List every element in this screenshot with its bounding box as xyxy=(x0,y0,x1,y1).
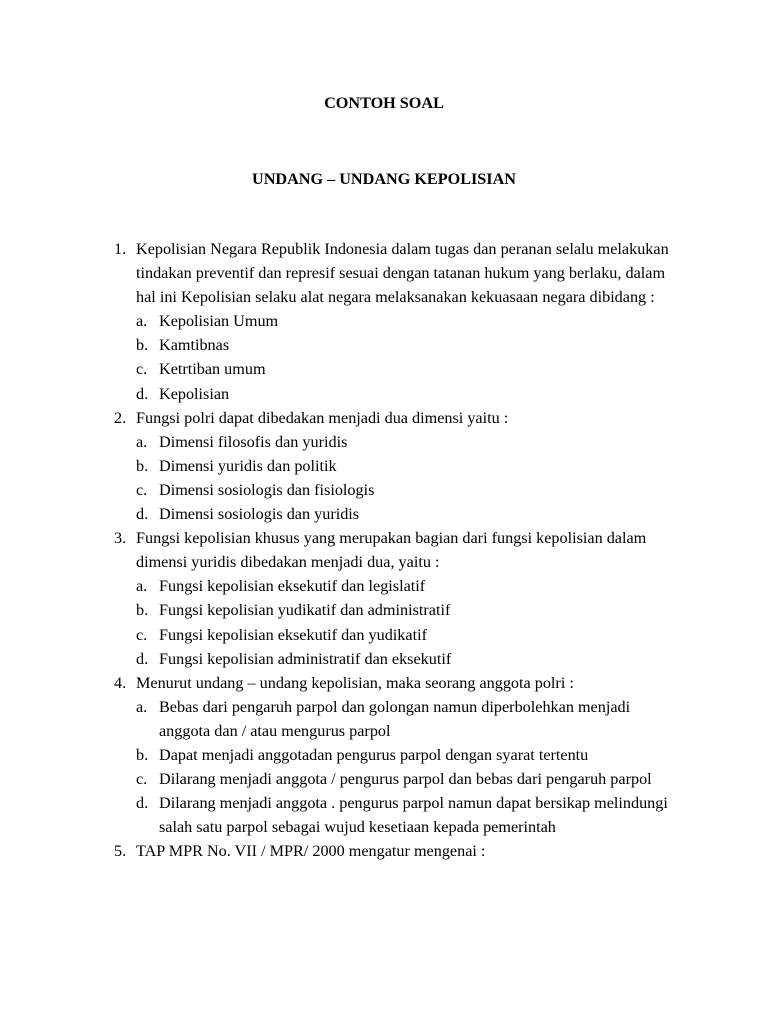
option-letter: d. xyxy=(136,384,149,403)
document-subtitle: UNDANG – UNDANG KEPOLISIAN xyxy=(252,170,516,188)
document-title: CONTOH SOAL xyxy=(324,94,444,112)
question-3 xyxy=(0,526,684,671)
option-letter: a. xyxy=(136,697,148,716)
option-text: Fungsi kepolisian eksekutif dan legislatif xyxy=(159,577,426,596)
option-a xyxy=(136,574,684,598)
option-c xyxy=(136,357,684,381)
option-letter: d. xyxy=(136,649,149,668)
option-text: Bebas dari pengaruh parpol dan golongan namun diperbolehkan menjadi anggota dan / atau mengurus parpol xyxy=(159,697,631,740)
option-text: Dimensi filosofis dan yuridis xyxy=(159,432,348,451)
option-text: Dapat menjadi anggotadan pengurus parpol dengan syarat tertentu xyxy=(159,745,589,764)
question-text: Menurut undang – undang kepolisian, maka seorang anggota polri : xyxy=(136,673,574,692)
option-letter: d. xyxy=(136,505,149,524)
option-c xyxy=(136,623,684,647)
question-number: 3. xyxy=(114,529,127,548)
question-5 xyxy=(0,839,684,863)
option-text: Dimensi sosiologis dan yuridis xyxy=(159,505,360,524)
option-d xyxy=(136,791,684,839)
option-a xyxy=(136,430,684,454)
question-number: 5. xyxy=(114,842,127,861)
question-4 xyxy=(0,671,684,840)
option-d xyxy=(136,647,684,671)
option-list xyxy=(136,430,684,526)
option-letter: b. xyxy=(136,456,149,475)
option-text: Dimensi yuridis dan politik xyxy=(159,456,337,475)
option-list xyxy=(136,574,684,670)
question-text: Kepolisian Negara Republik Indonesia dalam tugas dan peranan selalu melakukan tindakan preventif dan represif sesuai dengan tatanan hukum yang berlaku, dalam hal ini Kepolisian selaku alat negara melaksanakan kekuasaan negara dibidang : xyxy=(136,240,669,307)
option-letter: c. xyxy=(136,360,148,379)
question-1 xyxy=(0,237,684,406)
option-text: Dilarang menjadi anggota . pengurus parpol namun dapat bersikap melindungi salah satu parpol sebagai wujud kesetiaan kepada pemerintah xyxy=(159,794,668,837)
option-text: Ketrtiban umum xyxy=(159,360,266,379)
question-text: Fungsi kepolisian khusus yang merupakan bagian dari fungsi kepolisian dalam dimensi yuridis dibedakan menjadi dua, yaitu : xyxy=(136,529,647,572)
option-b xyxy=(136,454,684,478)
option-letter: a. xyxy=(136,432,148,451)
question-text: Fungsi polri dapat dibedakan menjadi dua dimensi yaitu : xyxy=(136,408,509,427)
question-number: 2. xyxy=(114,408,127,427)
option-text: Dilarang menjadi anggota / pengurus parpol dan bebas dari pengaruh parpol xyxy=(159,770,652,789)
option-text: Fungsi kepolisian administratif dan eksekutif xyxy=(159,649,452,668)
option-text: Kepolisian xyxy=(159,384,230,403)
option-letter: c. xyxy=(136,480,148,499)
option-b xyxy=(136,333,684,357)
option-text: Fungsi kepolisian yudikatif dan administratif xyxy=(159,601,451,620)
option-text: Kamtibnas xyxy=(159,336,230,355)
option-letter: c. xyxy=(136,625,148,644)
option-letter: a. xyxy=(136,312,148,331)
option-text: Fungsi kepolisian eksekutif dan yudikatif xyxy=(159,625,427,644)
question-2 xyxy=(0,406,684,526)
option-d xyxy=(136,502,684,526)
option-letter: c. xyxy=(136,770,148,789)
option-list xyxy=(136,309,684,405)
option-letter: d. xyxy=(136,794,149,813)
option-text: Dimensi sosiologis dan fisiologis xyxy=(159,480,375,499)
question-number: 4. xyxy=(114,673,127,692)
option-c xyxy=(136,767,684,791)
option-d xyxy=(136,382,684,406)
option-c xyxy=(136,478,684,502)
option-text: Kepolisian Umum xyxy=(159,312,279,331)
question-list xyxy=(0,237,768,863)
option-letter: b. xyxy=(136,745,149,764)
question-number: 1. xyxy=(114,240,127,258)
option-b xyxy=(136,743,684,767)
option-a xyxy=(136,695,684,743)
option-b xyxy=(136,598,684,622)
option-list xyxy=(136,695,684,840)
option-letter: a. xyxy=(136,577,148,596)
option-letter: b. xyxy=(136,336,149,355)
option-letter: b. xyxy=(136,601,149,620)
option-a xyxy=(136,309,684,333)
question-text: TAP MPR No. VII / MPR/ 2000 mengatur mengenai : xyxy=(136,842,486,861)
